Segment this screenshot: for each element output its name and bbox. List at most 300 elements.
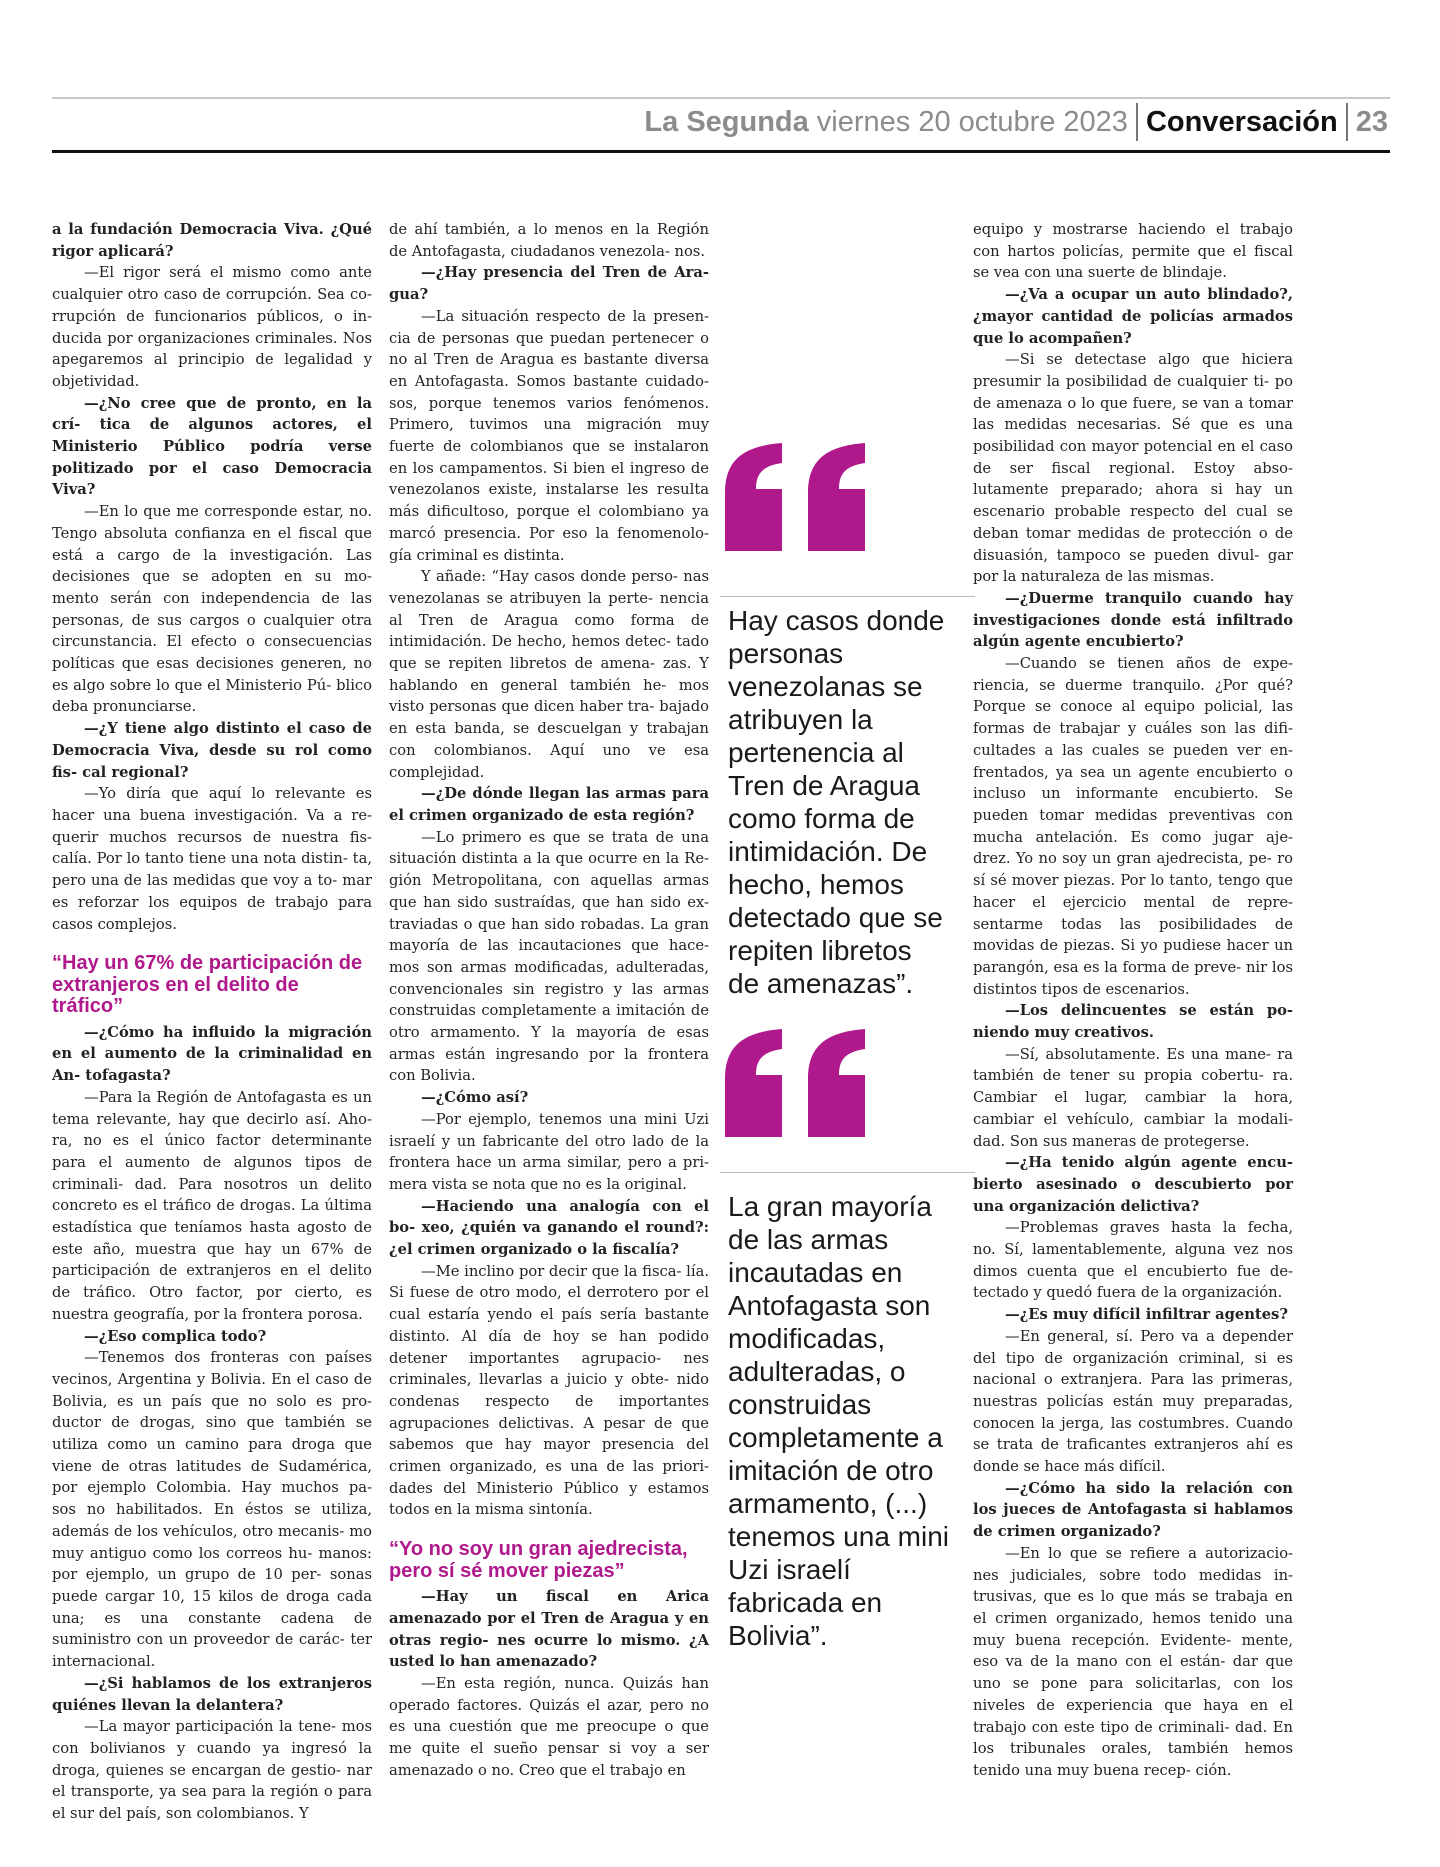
text-line: Democracia Viva, desde su rol como fis- (52, 741, 372, 781)
text-line: dad. Para nosotros un delito concreto es el (52, 1175, 372, 1215)
interview-answer (389, 566, 709, 783)
text-line: —En general, sí. Pero va a depender (1005, 1327, 1293, 1345)
text-line: —¿Cómo así? (421, 1089, 529, 1107)
text-line: cultades a las cuales se pueden ver en- (973, 741, 1293, 759)
text-line: investigaciones donde está infiltrado (973, 611, 1293, 629)
pull-quote-line: pertenencia al (728, 737, 904, 768)
text-line: riencia, se duerme tranquilo. ¿Por qué? (973, 676, 1293, 694)
text-line: sonas puede cargar 10, 15 kilos de droga (52, 1566, 372, 1605)
pull-quote-line: detectado que se (728, 902, 943, 933)
interview-question (973, 1478, 1293, 1543)
interview-answer (389, 1109, 709, 1196)
text-line: no. Sí, lamentablemente, alguna vez nos (973, 1241, 1293, 1259)
text-line: lía. Si fuese de otro modo, el derrotero (389, 1262, 709, 1302)
text-line: —Si se detectase algo que hiciera (1005, 351, 1293, 369)
pull-quote-divider (720, 1172, 975, 1173)
text-line: —En lo que se refiere a autorizacio- (1005, 1544, 1293, 1562)
pull-quote-line: intimidación. De (728, 836, 928, 867)
text-line: nir los distintos tipos de escenarios. (973, 958, 1293, 998)
text-line: ra, no es el único factor determinante para (52, 1132, 372, 1171)
text-line: de extranjeros en el delito de tráfico. Otro (52, 1262, 372, 1302)
text-line: con Bolivia. (389, 1067, 476, 1085)
text-line: que está a cargo de la investigación. Las (52, 524, 372, 564)
text-line: de Bolivia, es un país que no solo es pro- (52, 1370, 372, 1410)
text-line: zas. Y hablando en general también he- (389, 655, 709, 694)
text-line: tráfico” (52, 995, 124, 1018)
text-line: suministro con un proveedor de carác- (52, 1631, 345, 1649)
text-line: del tipo de organización criminal, si es (973, 1349, 1293, 1367)
pull-quote-line: Tren de Aragua (728, 770, 920, 801)
text-line: nes ocurre lo mismo. ¿A usted lo han (389, 1631, 709, 1671)
text-line: por el cual estaría yendo el país sería (389, 1284, 710, 1324)
text-line: mera vista se nota que no es la original. (389, 1175, 687, 1193)
pull-quote-line: armamento, (...) (728, 1488, 928, 1519)
interview-answer (973, 1326, 1293, 1478)
text-line: Porque se conoce al equipo policial, las (973, 698, 1293, 716)
text-line: nas venezolanas se atribuyen la perte- (389, 568, 709, 607)
header-separator (1346, 103, 1348, 141)
text-line: blico deba pronunciarse. (52, 676, 372, 716)
text-line: sos, porque tenemos varios fenómenos. (389, 394, 709, 412)
text-line: —Haciendo una analogía con el bo- (389, 1197, 709, 1237)
text-line: cia de personas que puedan pertenecer o (389, 329, 709, 347)
interview-question (973, 588, 1293, 653)
text-line: presumir la posibilidad de cualquier ti- (973, 372, 1269, 390)
pull-quote-line: de las armas (728, 1224, 889, 1255)
text-line: en los campamentos. Si bien el ingreso de (389, 459, 709, 477)
text-line: una posibilidad con mayor potencial en (973, 416, 1293, 456)
interview-question (52, 1326, 372, 1348)
text-line: me quite el sueño pensar si voy a ser (389, 1740, 709, 1758)
text-line: —¿Va a ocupar un auto blindado?, (1005, 286, 1293, 304)
issue-date: viernes 20 octubre 2023 (816, 105, 1128, 138)
text-line: Público podría verse politizado por el (52, 438, 372, 477)
interview-question (389, 1087, 709, 1109)
text-line: cualquier otro caso de corrupción. Sea co- (52, 286, 372, 304)
text-line: mo muy antiguo como los correos hu- (52, 1522, 372, 1562)
text-line: “Yo no soy un gran ajedrecista, (389, 1538, 688, 1561)
text-line: —¿Y tiene algo distinto el caso de (84, 720, 372, 738)
text-line: nos. (674, 242, 705, 260)
pull-quote-line: fabricada en (728, 1587, 883, 1618)
text-line: querir muchos recursos de nuestra fis- (52, 828, 372, 846)
text-line: con hartos policías, permite que el fiscal (973, 242, 1293, 260)
text-line: construidas completamente a imitación (389, 1002, 686, 1020)
article-column-1 (52, 219, 372, 1825)
text-line: niendo muy creativos. (973, 1024, 1154, 1042)
text-line: mar es reforzar los equipos de trabajo (52, 872, 372, 911)
text-line: bajado en esta banda, se descuelgan y (389, 698, 710, 738)
quote-mark-icon (720, 1027, 890, 1137)
text-line: tectado y quedó fuera de la organización. (973, 1284, 1283, 1302)
text-line: ción. (1195, 1761, 1232, 1779)
text-line: vecinos, Argentina y Bolivia. En el caso (52, 1370, 349, 1388)
text-line: mos con bolivianos y cuando ya ingresó (52, 1718, 373, 1757)
interview-question (52, 219, 372, 262)
text-line: traviadas o que han sido robadas. La gran (389, 915, 709, 933)
text-line: Primero, tuvimos una migración muy (389, 416, 709, 434)
text-line: —¿Cómo ha influido la migración (84, 1023, 372, 1041)
text-line: —¿Eso complica todo? (84, 1327, 267, 1345)
text-line: deban tomar medidas de protección o (973, 524, 1268, 542)
text-line: dar que uno se pone para solicitarlas, (973, 1653, 1293, 1693)
text-line: crimen organizado? (997, 1523, 1161, 1541)
quote-mark-icon (720, 441, 890, 551)
text-line: crimen organizado o la fiscalía? (417, 1241, 680, 1259)
text-line: calía. Por lo tanto tiene una nota distin- (52, 850, 348, 868)
text-line: manos: por ejemplo, un grupo de 10 per- (52, 1544, 373, 1584)
text-line: donde se hace más difícil. (973, 1458, 1166, 1476)
text-line: para el sur del país, son colombianos. Y (52, 1783, 372, 1823)
text-line: nes judiciales, sobre todo medidas in- (973, 1566, 1293, 1584)
text-line: —Lo primero es que se trata de una (421, 828, 709, 846)
text-line: —La situación respecto de la presen- (421, 307, 709, 325)
article-column-3 (973, 219, 1293, 1782)
text-line: que lo acompañen? (973, 329, 1132, 347)
pull-quote-line: atribuyen la (728, 704, 873, 735)
pull-quote-line: personas (728, 638, 844, 669)
text-line: trusivas, que es lo que más se trabaja en (973, 1588, 1293, 1606)
section-subheading (52, 953, 372, 1018)
text-line: dimos cuenta que el encubierto fue de- (973, 1262, 1293, 1280)
interview-answer (973, 1044, 1293, 1153)
text-line: —El rigor será el mismo como ante (84, 264, 372, 282)
text-line: conocen la jerga, las costumbres. Cuando (973, 1414, 1293, 1432)
text-line: —Cuando se tienen años de expe- (1005, 655, 1293, 673)
text-line: circunstancia. El efecto o consecuencias (52, 633, 372, 651)
text-line: xeo, ¿quién va ganando el round?: ¿el (389, 1219, 709, 1259)
interview-answer (389, 219, 709, 262)
interview-question (973, 1000, 1293, 1043)
interview-answer (389, 306, 709, 566)
text-line: gar por la naturaleza de las mismas. (973, 546, 1293, 586)
text-line: marcó presencia. Por eso la fenomenolo- (389, 524, 709, 542)
text-line: —¿Cómo ha sido la relación con los (973, 1479, 1293, 1519)
text-line: bastante distinto. Al día de hoy se han (389, 1306, 709, 1345)
text-line: el aumento de algunos tipos de criminali- (52, 1153, 373, 1193)
text-line: armas están ingresando por la frontera (389, 1045, 709, 1063)
pull-quote-line: Uzi israelí (728, 1554, 851, 1585)
pull-quote-line: imitación de otro (728, 1455, 934, 1486)
text-line: dad. Son sus maneras de protegerse. (973, 1132, 1250, 1150)
interview-question (52, 393, 372, 502)
text-line: de extranjeros en el delito de (52, 952, 363, 996)
text-line: —Problemas graves hasta la fecha, (1005, 1219, 1293, 1237)
text-line: utiliza como un camino para droga que (52, 1436, 372, 1454)
text-line: en el trabajo con este tipo de criminali- (973, 1696, 1293, 1736)
text-line: la frontera porosa. (223, 1305, 363, 1323)
text-line: se vea con una suerte de blindaje. (973, 264, 1227, 282)
interview-answer (973, 219, 1293, 284)
pull-quote-line: tenemos una mini (728, 1521, 950, 1552)
text-line: mayoría de las incautaciones que hace- (389, 937, 709, 955)
text-line: cada una; es una constante cadena de (52, 1587, 372, 1627)
page-number: 23 (1355, 105, 1388, 138)
interview-answer (973, 1217, 1293, 1304)
interview-question (973, 1304, 1293, 1326)
interview-answer (52, 783, 372, 935)
text-line: personas, de sus cargos o cualquier otra (52, 611, 372, 629)
text-line: mento serán con independencia de las (52, 589, 372, 607)
header-separator (1136, 103, 1138, 141)
interview-answer (52, 262, 372, 392)
text-line: dad. En los tribunales orales, también (973, 1718, 1293, 1758)
article-column-2 (389, 219, 709, 1782)
text-line: gía criminal es distinta. (389, 546, 565, 564)
interview-question (52, 1673, 372, 1716)
text-line: el crimen organizado, hemos tenido (973, 1610, 1257, 1627)
text-line: —¿Es muy difícil infiltrar agentes? (1005, 1306, 1288, 1324)
pull-quote-line: Hay casos donde (728, 605, 945, 636)
text-line: no al Tren de Aragua es bastante diversa (389, 351, 709, 369)
publication-name: La Segunda (644, 105, 809, 138)
text-line: —¿Hay presencia del Tren de Ara- (421, 264, 709, 282)
text-line: un parangón, esa es la forma de preve- (973, 937, 1294, 976)
text-line: es una cuestión que me preocupe o que (389, 1718, 709, 1736)
interview-question (973, 1152, 1293, 1217)
text-line: —En esta región, nunca. Quizás han (421, 1675, 709, 1692)
text-line: algún agente encubierto? (973, 633, 1184, 651)
text-line: nar el transporte, ya sea para la región o (52, 1761, 372, 1801)
text-line: el caso de ser fiscal regional. Estoy abso- (973, 438, 1293, 477)
text-line: operado factores. Quizás el azar, pero no (389, 1696, 709, 1714)
text-line: israelí y un fabricante del otro lado de la (389, 1132, 709, 1150)
interview-answer (52, 501, 372, 718)
pull-quote-line: incautadas en (728, 1257, 903, 1288)
text-line: —¿De dónde llegan las armas para (421, 785, 709, 803)
text-line: sos no habilitados. En éstos se utiliza, (52, 1501, 372, 1519)
text-line: trabajan con colombianos. Aquí uno ve (389, 720, 710, 759)
text-line: crimen organizado, es una de las priori- (389, 1458, 709, 1476)
text-line: po de amenaza o lo que fuere, se van a (973, 372, 1293, 412)
text-line: tica de algunos actores, el Ministerio (52, 416, 372, 456)
text-line: —¿No cree que de pronto, en la crí- (52, 394, 372, 434)
text-line: nacional o extranjera. Para las primeras, (973, 1371, 1293, 1389)
text-line: ta, pero una de las medidas que voy a to- (52, 850, 372, 890)
pull-quote-line: hecho, hemos (728, 869, 904, 900)
pull-quote-2 (728, 1190, 968, 1652)
text-line: mucha antelación. Es como jugar aje- (973, 828, 1293, 846)
text-line: ra también de tener su propia cobertu- (973, 1045, 1294, 1085)
text-line: formas de trabajar y cuáles son las difi- (973, 720, 1293, 738)
text-line: ductor de drogas, sino que también se (52, 1414, 372, 1432)
text-line: mos visto personas que dicen haber tra- (389, 676, 709, 716)
text-line: de ahí también, a lo menos en la Región (389, 221, 709, 238)
text-line: fuerte de colombianos que se instalaron (389, 438, 709, 456)
text-line: tado que se repiten libretos de amena- (389, 633, 710, 673)
text-line: intimidación. De hecho, hemos detec- (389, 633, 671, 651)
text-line: sentarme todas las posibilidades de (973, 915, 1293, 933)
text-line: nencia al Tren de Aragua como forma de (389, 589, 709, 629)
interview-answer (973, 1543, 1293, 1782)
text-line: que hacer el ejercicio mental de repre- (973, 872, 1293, 911)
text-line: —La mayor participación la tene- (84, 1718, 337, 1736)
text-line: situación distinta a la que ocurre en la Re- (389, 850, 709, 868)
text-line: ducida por organizaciones criminales. (52, 329, 338, 347)
interview-question (389, 262, 709, 305)
text-line: se trata de traficantes extranjeros ahí es (973, 1436, 1293, 1454)
pull-quote-line: adulteradas, o (728, 1356, 906, 1387)
interview-question (389, 1586, 709, 1673)
interview-answer (52, 1087, 372, 1326)
text-line: no. Tengo absoluta confianza en el fiscal (52, 503, 372, 542)
text-line: podido detener importantes agrupacio- (389, 1327, 709, 1367)
text-line: escenario probable respecto del cual se (973, 503, 1293, 521)
pull-quote-line: Bolivia”. (728, 1620, 828, 1651)
interview-question (389, 1196, 709, 1261)
text-line: todos en la misma sintonía. (389, 1501, 593, 1519)
text-line: mente, eso va de la mano con el están- (973, 1631, 1294, 1671)
text-line: gión Metropolitana, con aquellas armas (389, 872, 709, 890)
text-line: rigor aplicará? (52, 242, 174, 260)
text-line: venezolanos existe, instalarse les resulta (389, 481, 709, 499)
text-line: —Hay un fiscal en Arica amenazado (389, 1588, 709, 1627)
text-line: en Antofagasta. Somos bastante cuidado- (389, 372, 709, 390)
text-line: además de los vehículos, otro mecanis- (52, 1522, 345, 1540)
text-line: —Los delincuentes se están po- (1005, 1002, 1293, 1020)
pull-quote-line: venezolanas se (728, 671, 923, 702)
interview-answer (973, 653, 1293, 1000)
text-line: cambiar el vehículo, cambiar la modali- (973, 1110, 1293, 1128)
pull-quote-line: Antofagasta son (728, 1290, 931, 1321)
pull-quote-line: construidas (728, 1389, 872, 1420)
text-line: “Hay un 67% de participación (52, 952, 334, 975)
text-line: quiénes llevan la delantera? (52, 1696, 284, 1714)
section-name: Conversación (1145, 105, 1338, 138)
top-rule (52, 97, 1390, 99)
interview-question (973, 284, 1293, 349)
pull-quote-line: como forma de (728, 803, 915, 834)
text-line: —Para la Región de Antofagasta es un (84, 1088, 372, 1106)
text-line: hemos tenido una muy buena recep- (973, 1740, 1294, 1779)
text-line: convencionales sin registro y las armas (389, 980, 709, 998)
text-line: jueces de Antofagasta si hablamos de (973, 1501, 1293, 1541)
text-line: políticas que esas decisiones generen, (52, 655, 347, 673)
interview-answer (973, 349, 1293, 588)
text-line: —En lo que me corresponde estar, (84, 503, 344, 521)
pull-quote-line: La gran mayoría (728, 1191, 932, 1222)
text-line: Y añade: “Hay casos donde perso- (421, 568, 678, 586)
text-line: equipo y mostrarse haciendo el trabajo (973, 221, 1293, 238)
text-line: tema relevante, hay que decirlo así. Aho- (52, 1110, 372, 1128)
pull-quote-line: completamente a (728, 1422, 943, 1453)
text-line: —¿Ha tenido algún agente encu- (1005, 1154, 1293, 1172)
text-line: —¿Duerme tranquilo cuando hay (1005, 589, 1293, 607)
text-line: —Yo diría que aquí lo relevante es (84, 785, 372, 803)
text-line: rrupción de funcionarios públicos, o in- (52, 307, 372, 325)
text-line: frontera hace un arma similar, pero a pri- (389, 1154, 709, 1172)
text-line: —Sí, absolutamente. Es una mane- (1005, 1045, 1271, 1063)
text-line: factor, por cierto, es nuestra geografía, por (52, 1284, 373, 1323)
text-line: ra. Cambiar el lugar, cambiar la hora, (973, 1067, 1293, 1107)
text-line: organización delictiva? (1009, 1197, 1200, 1215)
text-line: nes criminales, llevarlas a juicio y obte- (389, 1349, 710, 1389)
text-line: gua? (389, 286, 429, 304)
text-line: con los niveles de experiencia que haya (973, 1675, 1293, 1714)
text-line: para casos complejos. (52, 893, 372, 933)
text-line: viene de otras latitudes de Sudamérica, (52, 1457, 372, 1475)
text-line: nido condenas respecto de importantes (389, 1371, 709, 1410)
text-line: bierto asesinado o descubierto por una (973, 1175, 1293, 1215)
interview-answer (52, 1347, 372, 1673)
pull-quote-divider (720, 596, 975, 597)
text-line: de disuasión, tampoco se pueden divul- (973, 524, 1294, 564)
text-line: que han sido sustraídas, que han sido ex- (389, 893, 709, 911)
text-line: —Por ejemplo, tenemos una mini Uzi (421, 1110, 709, 1128)
text-line: una muy buena recepción. Evidente- (973, 1610, 1293, 1649)
text-line: y objetividad. (52, 351, 373, 390)
text-line: más dificultoso, porque el colombiano ya (389, 503, 709, 521)
text-line: a la fundación Democracia Viva. ¿Qué (52, 221, 372, 238)
interview-answer (389, 1673, 709, 1782)
text-line: que teníamos hasta agosto de este año, (52, 1219, 372, 1258)
text-line: el crimen organizado de esta región? (389, 806, 695, 824)
pull-quote-1 (728, 604, 968, 1000)
text-line: de otro armamento. Y la mayoría de esas (389, 1002, 709, 1042)
text-line: por ejemplo Colombia. Hay muchos pa- (52, 1479, 372, 1497)
interview-question (389, 783, 709, 826)
pull-quote-line: repiten libretos (728, 935, 912, 966)
text-line: hacer una buena investigación. Va a re- (52, 806, 372, 824)
text-line: por el Tren de Aragua y en otras regio- (389, 1609, 709, 1649)
text-line: —Tenemos dos fronteras con países (84, 1349, 372, 1367)
text-line: —¿Si hablamos de los extranjeros (84, 1674, 372, 1692)
text-line: agrupaciones delictivas. A pesar de que (389, 1414, 709, 1432)
text-line: muestra que hay un 67% de participación (52, 1240, 372, 1280)
text-line: tomar las medidas necesarias. Sé que es (973, 394, 1293, 434)
text-line: ro sí sé mover piezas. Por lo tanto, tengo (973, 850, 1293, 890)
text-line: —Me inclino por decir que la fisca- (421, 1262, 682, 1280)
interview-answer (389, 1261, 709, 1521)
header-rule (52, 150, 1390, 153)
text-line: mos son armas modificadas, adulteradas, (389, 958, 709, 976)
text-line: ¿mayor cantidad de policías armados (973, 307, 1293, 325)
text-line: tráfico de drogas. La última estadística (52, 1197, 372, 1237)
text-line: lutamente preparado; ahora si hay un (973, 481, 1293, 499)
section-subheading (389, 1539, 709, 1582)
text-line: esa complejidad. (389, 741, 710, 781)
text-line: pueden tomar medidas preventivas con (973, 806, 1293, 824)
text-line: sabemos que hay mayor presencia del (389, 1436, 709, 1454)
text-line: dades del Ministerio Público y estamos (389, 1479, 709, 1497)
text-line: amenazado o no. Creo que el trabajo en (389, 1761, 686, 1779)
text-line: frentados, ya sea un agente encubierto (973, 763, 1277, 781)
interview-answer (52, 1716, 372, 1825)
text-line: ter internacional. (52, 1631, 372, 1671)
text-line: tofagasta? (85, 1067, 171, 1085)
text-line: movidas de piezas. Si yo pudiese hacer (973, 937, 1269, 955)
text-line: o incluso un informante encubierto. Se (973, 763, 1293, 803)
text-line: decisiones que se adopten en su mo- (52, 568, 372, 586)
text-line: no es algo sobre lo que el Ministerio Pú- (52, 655, 372, 694)
text-line: de Antofagasta, ciudadanos venezola- (389, 242, 670, 260)
page-header (644, 101, 1388, 143)
text-line: la droga, quienes se encargan de gestio- (52, 1739, 372, 1779)
interview-answer (389, 827, 709, 1087)
interview-question (52, 718, 372, 783)
text-line: cal regional? (82, 763, 189, 781)
text-line: nuestras policías están muy preparadas, (973, 1392, 1293, 1410)
text-line: Nos apegaremos al principio de legalidad (52, 329, 372, 369)
pull-quote-line: modificadas, (728, 1323, 886, 1354)
interview-question (52, 1022, 372, 1087)
text-line: drez. Yo no soy un gran ajedrecista, pe- (973, 850, 1272, 868)
text-line: amenazado? (495, 1653, 598, 1671)
text-line: pero sí sé mover piezas” (389, 1559, 625, 1582)
pull-quote-line: de amenazas”. (728, 968, 914, 999)
text-line: caso Democracia Viva? (52, 459, 373, 499)
text-line: en el aumento de la criminalidad en An- (52, 1045, 372, 1085)
